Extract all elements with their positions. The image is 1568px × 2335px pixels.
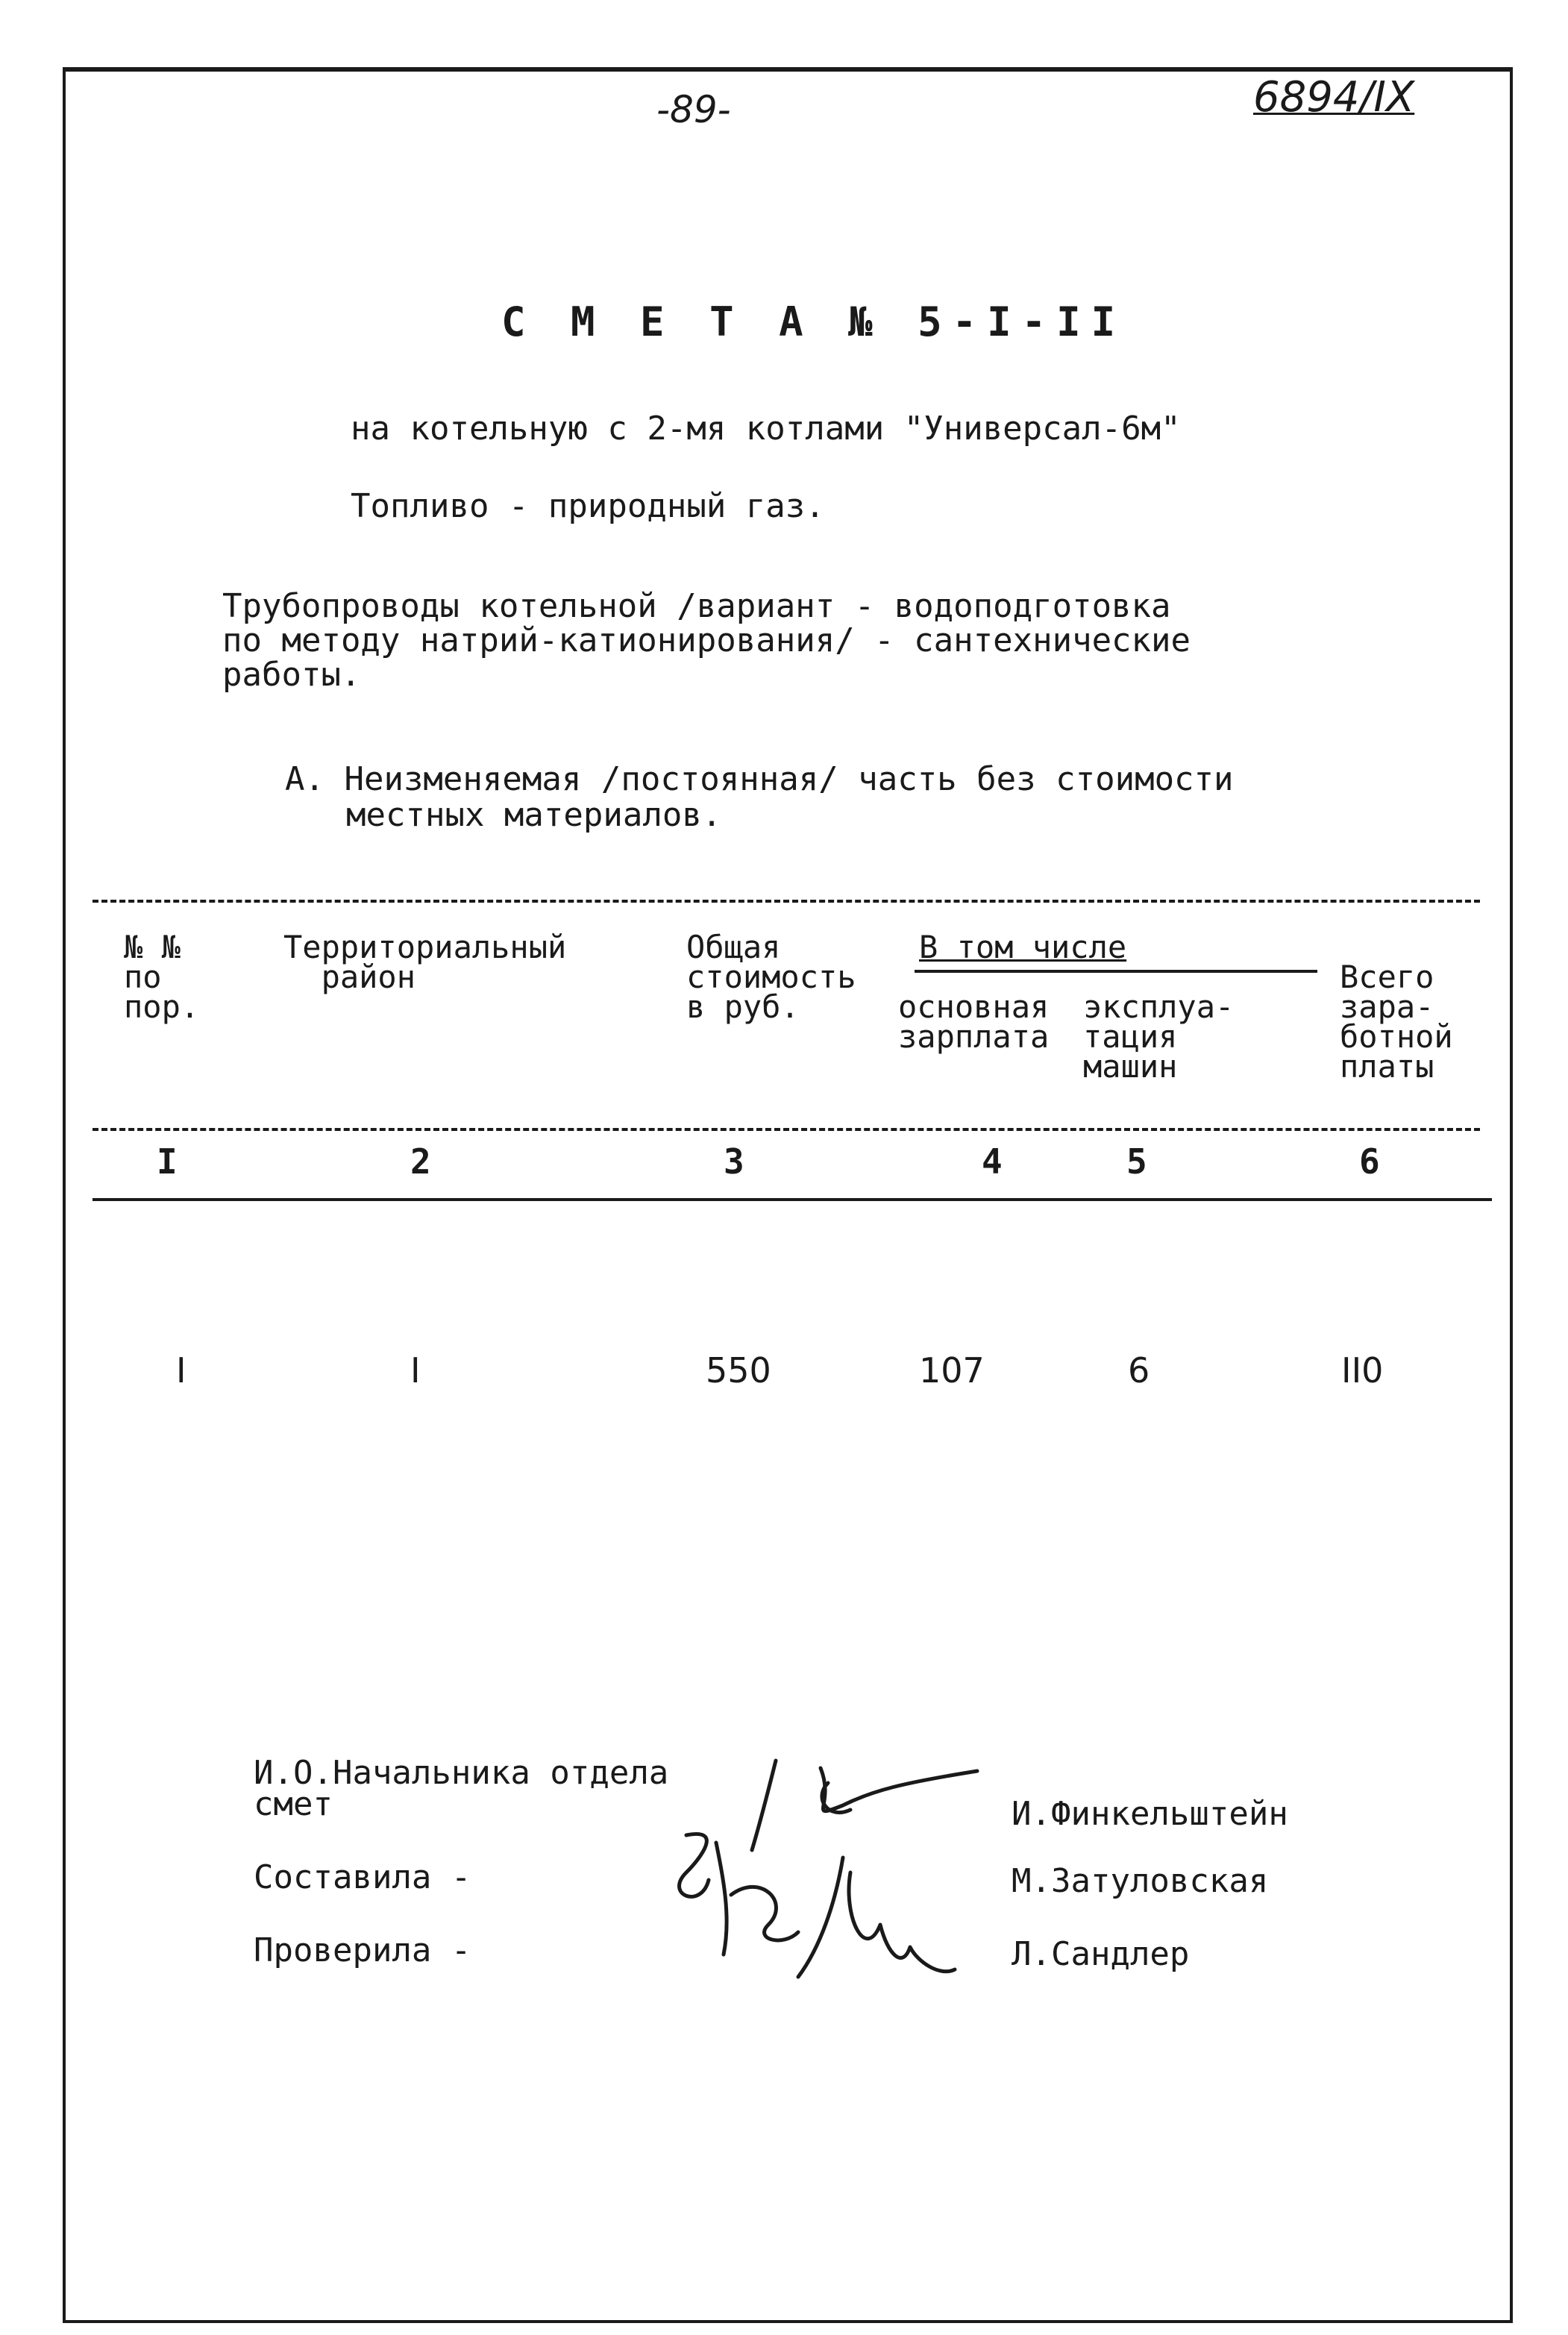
page-number: -89- [656,88,731,131]
column-number-2: 2 [410,1141,431,1182]
description-line-3: работы. [222,656,361,694]
document-title: С М Е Т А № 5-I-II [501,298,1126,345]
cell-total-cost: 550 [706,1350,771,1391]
table-top-rule [92,900,1480,903]
description-line-1: Трубопроводы котельной /вариант - водоподготовка [222,587,1171,625]
column-number-1: I [157,1141,178,1182]
section-line-2: местных материалов. [346,796,722,834]
subtitle-line-1: на котельную с 2-мя котлами "Универсал-6м" [351,410,1181,448]
column-number-5: 5 [1126,1141,1147,1182]
header-total-salary: Всего зара- ботной платы [1340,959,1453,1085]
header-bottom-rule [92,1128,1480,1131]
cell-row-number: I [176,1350,186,1391]
archive-number: 6894/IX [1253,73,1415,122]
cell-base-salary: 107 [919,1350,985,1391]
description-line-2: по методу натрий-катионирования/ - сантехнические [222,621,1191,659]
column-number-6: 6 [1359,1141,1380,1182]
header-machine-operation: эксплуа- тация машин [1083,988,1235,1085]
compiled-by-label: Составила - [254,1858,471,1896]
compiled-by-name: М.Затуловская [1012,1862,1269,1900]
handwritten-signatures [656,1738,1000,2007]
header-group-rule [915,970,1317,973]
column-number-3: 3 [724,1141,744,1182]
checked-by-name: Л.Сандлер [1012,1935,1190,1973]
cell-total-salary: II0 [1341,1350,1384,1391]
head-of-department-name: И.Финкельштейн [1012,1795,1288,1833]
header-total-cost: Общая стоимость в руб. [686,929,856,1025]
header-group-including: В том числе [919,929,1127,965]
header-base-salary: основная зарплата [898,988,1050,1055]
head-of-department-label: И.О.Начальника отдела смет [254,1754,669,1823]
checked-by-label: Проверила - [254,1931,471,1969]
column-number-rule [92,1198,1492,1201]
cell-region: I [410,1350,421,1391]
subtitle-line-2: Топливо - природный газ. [351,487,825,525]
cell-machine-operation: 6 [1128,1350,1150,1391]
column-number-4: 4 [982,1141,1003,1182]
section-line-1: А. Неизменяемая /постоянная/ часть без стоимости [285,760,1234,798]
header-region: Территориальный район [283,929,567,995]
header-row-number: № № по пор. [124,929,200,1025]
